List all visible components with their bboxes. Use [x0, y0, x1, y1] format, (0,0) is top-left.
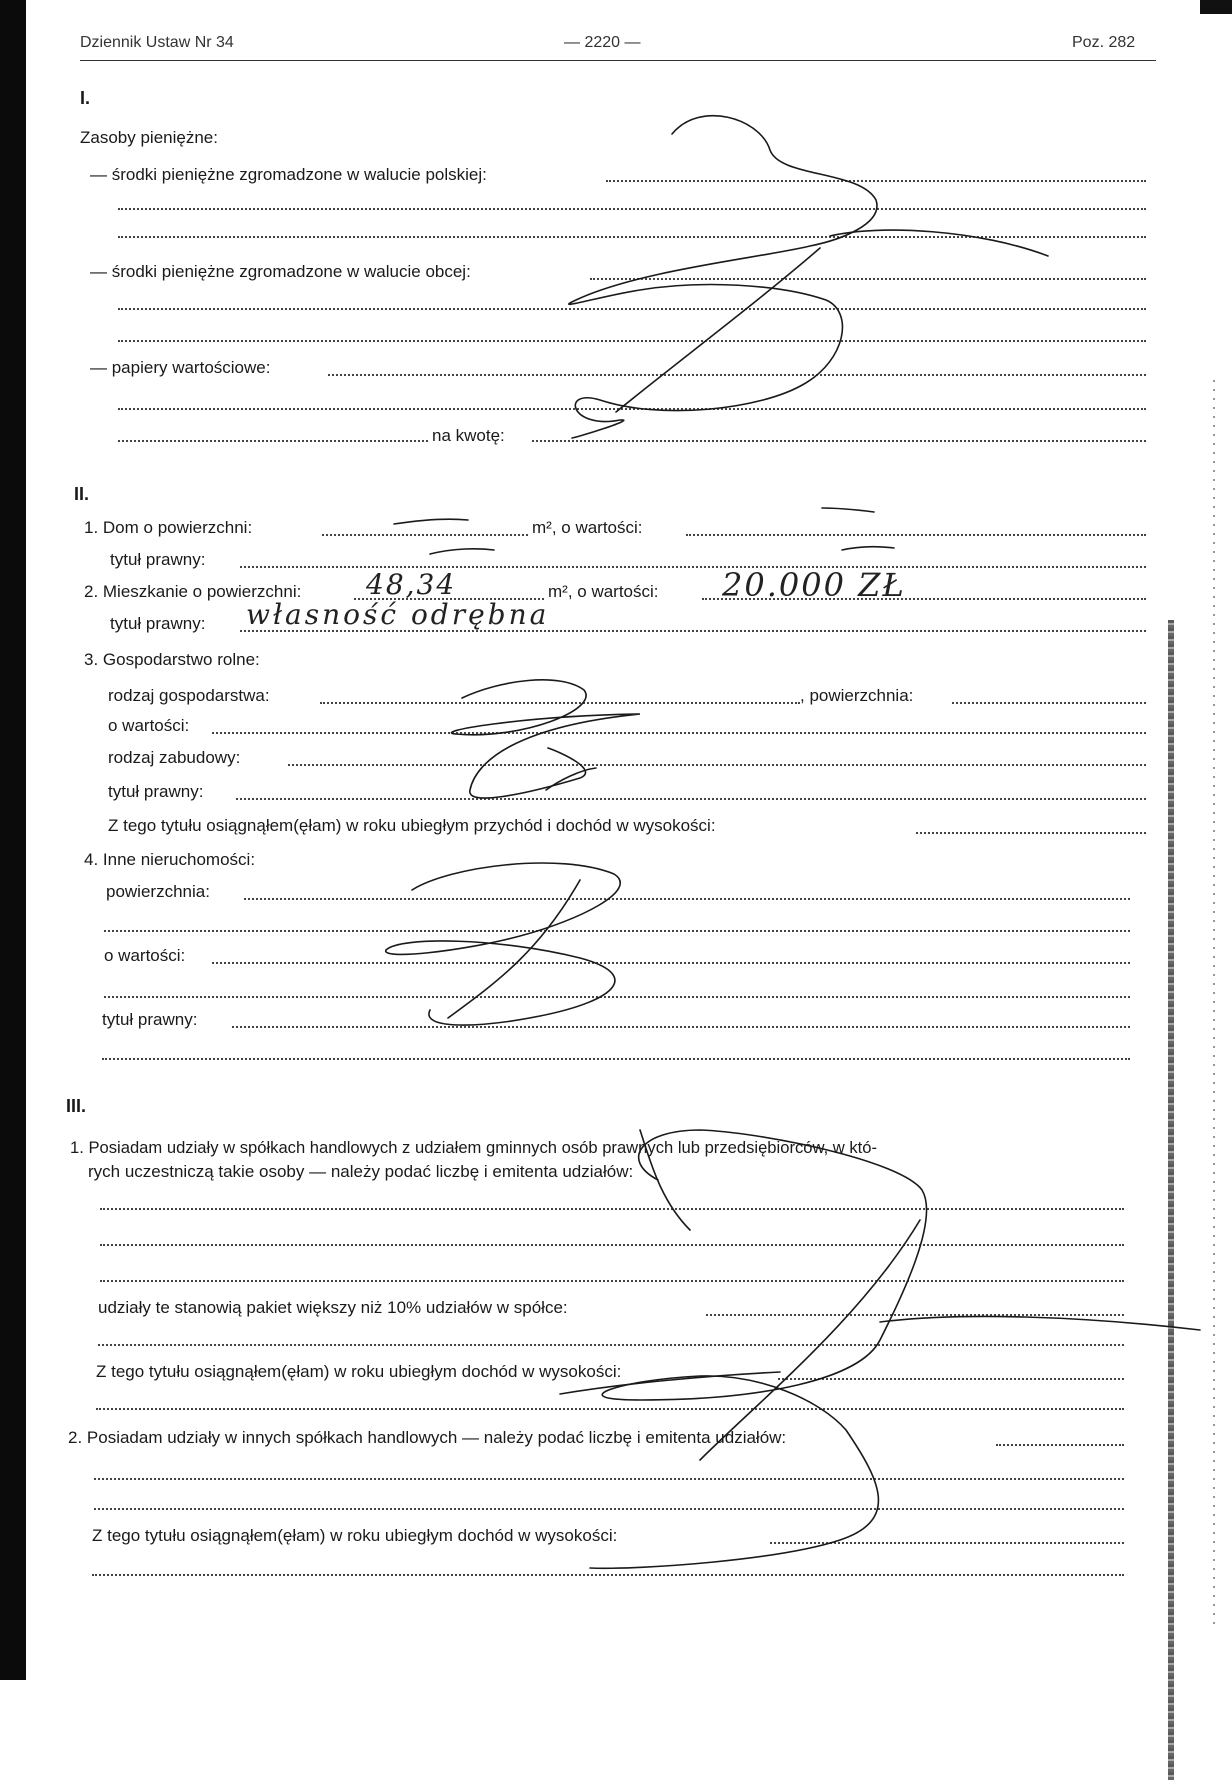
- scribble-section-3-cross: [700, 1220, 920, 1460]
- shares-2-field[interactable]: [996, 1444, 1124, 1446]
- farm-value-field[interactable]: [212, 732, 1146, 734]
- scribble-section-1-cross: [616, 248, 820, 412]
- foreign-currency-label: — środki pieniężne zgromadzone w walucie obcej:: [90, 262, 471, 281]
- farm-area-field[interactable]: [952, 702, 1146, 704]
- polish-currency-field[interactable]: [606, 180, 1146, 182]
- farm-area-label: , powierzchnia:: [800, 686, 914, 705]
- flat-title-handwriting: własność odrębna: [246, 598, 550, 631]
- amount-field[interactable]: [532, 440, 1146, 442]
- securities-field-3[interactable]: [118, 440, 428, 442]
- scan-right-edge-noise: [1213, 380, 1215, 1630]
- other-area-label: powierzchnia:: [106, 882, 210, 901]
- shares-2-label: 2. Posiadam udziały w innych spółkach handlowych — należy podać liczbę i emitenta udziałów:: [68, 1428, 787, 1447]
- position-number: Poz. 282: [1072, 34, 1136, 51]
- farm-title-field[interactable]: [236, 798, 1146, 800]
- farm-type-label: rodzaj gospodarstwa:: [108, 686, 270, 705]
- other-value-label: o wartości:: [104, 946, 186, 965]
- shares-1-line-1: 1. Posiadam udziały w spółkach handlowych z udziałem gminnych osób prawnych lub przedsiębiorców, w któ-: [70, 1138, 878, 1157]
- shares-1-income-field-2[interactable]: [96, 1408, 1124, 1410]
- shares-2-field-2[interactable]: [94, 1478, 1124, 1480]
- farm-title-label: tytuł prawny:: [108, 782, 204, 801]
- flat-unit-label: m², o wartości:: [548, 582, 659, 601]
- farm-income-label: Z tego tytułu osiągnąłem(ęłam) w roku ubiegłym przychód i dochód w wysokości:: [108, 816, 716, 835]
- other-value-field[interactable]: [212, 962, 1130, 964]
- securities-field[interactable]: [328, 374, 1146, 376]
- flat-value-handwriting: 20.000 ZŁ: [722, 566, 906, 604]
- other-title-label: tytuł prawny:: [102, 1010, 198, 1029]
- house-label: 1. Dom o powierzchni:: [84, 518, 253, 537]
- farm-value-label: o wartości:: [108, 716, 190, 735]
- dash-house-title-2: [842, 547, 894, 550]
- shares-2-income-label: Z tego tytułu osiągnąłem(ęłam) w roku ubiegłym dochód w wysokości:: [92, 1526, 618, 1545]
- house-title-label: tytuł prawny:: [110, 550, 206, 569]
- scan-corner-mark: [1200, 0, 1232, 14]
- section-3-heading: III.: [66, 1096, 87, 1116]
- shares-1-income-label: Z tego tytułu osiągnąłem(ęłam) w roku ubiegłym dochód w wysokości:: [96, 1362, 622, 1381]
- polish-currency-field-3[interactable]: [118, 236, 1146, 238]
- page-number: — 2220 —: [564, 34, 641, 51]
- scribble-section-1: [569, 116, 877, 438]
- shares-1-income-field[interactable]: [778, 1378, 1124, 1380]
- shares-1-field-3[interactable]: [100, 1280, 1124, 1282]
- scribble-farm: [452, 680, 640, 798]
- polish-currency-label: — środki pieniężne zgromadzone w walucie polskiej:: [90, 165, 487, 184]
- shares-2-income-field-2[interactable]: [92, 1574, 1124, 1576]
- house-unit-label: m², o wartości:: [532, 518, 643, 537]
- farm-buildings-field[interactable]: [288, 764, 1146, 766]
- flat-area-handwriting: 48,34: [366, 568, 457, 601]
- scribble-farm-tail: [546, 768, 596, 790]
- dash-house-value: [822, 508, 874, 512]
- scribble-section-3-tail: [880, 1316, 1200, 1330]
- scribble-section-1-tail: [830, 230, 1048, 256]
- other-value-field-2[interactable]: [104, 996, 1130, 998]
- shares-packet-field-2[interactable]: [98, 1344, 1124, 1346]
- foreign-currency-field-2[interactable]: [118, 308, 1146, 310]
- other-title-field-2[interactable]: [102, 1058, 1130, 1060]
- scan-left-border: [0, 0, 26, 1680]
- farm-buildings-label: rodzaj zabudowy:: [108, 748, 241, 767]
- scan-right-edge: [1168, 620, 1174, 1780]
- shares-packet-label: udziały te stanowią pakiet większy niż 10% udziałów w spółce:: [98, 1298, 568, 1317]
- shares-1-field-1[interactable]: [100, 1208, 1124, 1210]
- scribble-section-3: [590, 1130, 927, 1568]
- scribble-other-property: [386, 863, 621, 1025]
- securities-field-2[interactable]: [118, 408, 1146, 410]
- farm-type-field[interactable]: [320, 702, 800, 704]
- shares-1-line-2: rych uczestniczą takie osoby — należy podać liczbę i emitenta udziałów:: [88, 1162, 634, 1181]
- other-area-field[interactable]: [244, 898, 1130, 900]
- house-area-field[interactable]: [322, 534, 528, 536]
- house-value-field[interactable]: [686, 534, 1146, 536]
- foreign-currency-field[interactable]: [590, 278, 1146, 280]
- dash-house-area: [394, 519, 468, 524]
- farm-label: 3. Gospodarstwo rolne:: [84, 650, 260, 669]
- flat-title-label: tytuł prawny:: [110, 614, 206, 633]
- other-title-field[interactable]: [232, 1026, 1130, 1028]
- amount-label: na kwotę:: [432, 426, 505, 445]
- farm-income-field[interactable]: [916, 832, 1146, 834]
- shares-1-field-2[interactable]: [100, 1244, 1124, 1246]
- shares-2-income-field[interactable]: [770, 1542, 1124, 1544]
- header-rule: [80, 60, 1156, 61]
- other-property-label: 4. Inne nieruchomości:: [84, 850, 256, 869]
- foreign-currency-field-3[interactable]: [118, 340, 1146, 342]
- section-1-heading: I.: [80, 88, 91, 108]
- flat-label: 2. Mieszkanie o powierzchni:: [84, 582, 302, 601]
- dash-house-title-1: [430, 549, 494, 554]
- section-2-heading: II.: [74, 484, 90, 504]
- other-area-field-2[interactable]: [104, 930, 1130, 932]
- journal-title: Dziennik Ustaw Nr 34: [80, 34, 234, 51]
- shares-2-field-3[interactable]: [94, 1508, 1124, 1510]
- shares-packet-field[interactable]: [706, 1314, 1124, 1316]
- securities-label: — papiery wartościowe:: [90, 358, 271, 377]
- polish-currency-field-2[interactable]: [118, 208, 1146, 210]
- section-1-title: Zasoby pieniężne:: [80, 128, 218, 147]
